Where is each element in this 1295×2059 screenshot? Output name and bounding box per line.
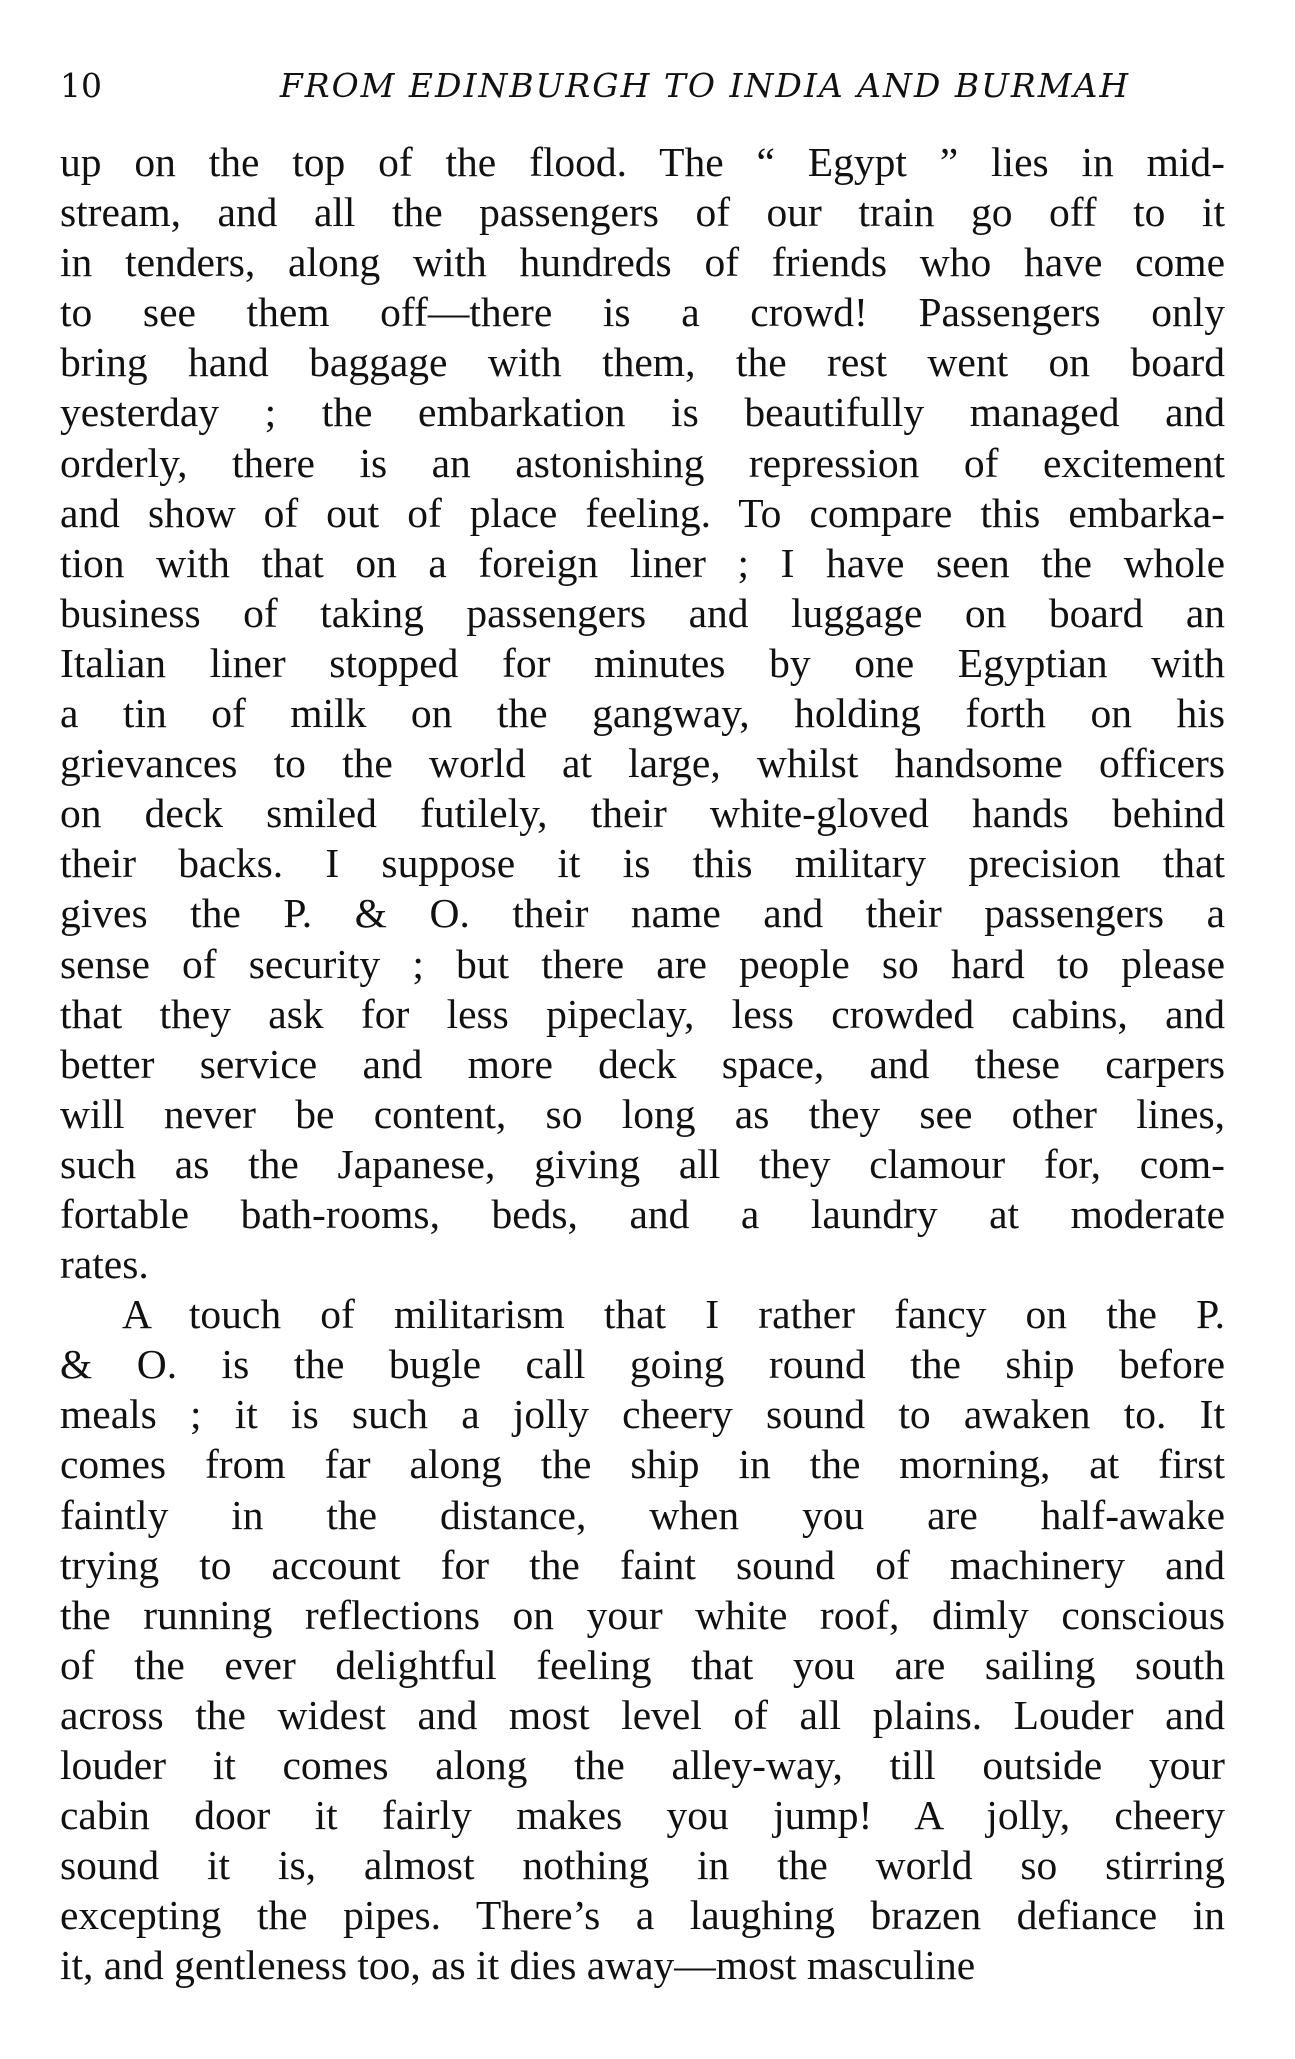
text-line: faintly in the distance, when you are half-awake: [60, 1491, 1225, 1538]
text-line: and show of out of place feeling. To compare this embarka-: [60, 489, 1225, 536]
text-line: business of taking passengers and luggage on board an: [60, 589, 1225, 636]
text-line: louder it comes along the alley-way, till outside your: [60, 1742, 1225, 1788]
text-line: it, and gentleness too, as it dies away—most masculine: [60, 1942, 976, 1989]
paragraph: [60, 1289, 1225, 1990]
body-text: [60, 137, 1225, 1990]
text-line: a tin of milk on the gangway, holding forth on his: [60, 690, 1225, 737]
paragraph: [60, 137, 1225, 1289]
text-line: cabin door it fairly makes you jump! A jolly, cheery: [60, 1792, 1225, 1839]
text-line: that they ask for less pipeclay, less crowded cabins, and: [60, 990, 1225, 1037]
text-line: rates.: [60, 1241, 149, 1288]
text-line: bring hand baggage with them, the rest went on board: [60, 339, 1225, 386]
text-line: their backs. I suppose it is this military precision that: [60, 840, 1225, 887]
text-line: gives the P. & O. their name and their passengers a: [60, 890, 1225, 937]
text-line: up on the top of the flood. The “ Egypt ” lies in mid-: [60, 139, 1225, 185]
text-line: & O. is the bugle call going round the ship before: [60, 1341, 1225, 1388]
page-header: [60, 56, 1230, 116]
text-line: yesterday ; the embarkation is beautifully managed and: [60, 389, 1225, 436]
text-line: grievances to the world at large, whilst handsome officers: [60, 740, 1225, 787]
text-line: sound it is, almost nothing in the world so stirring: [60, 1842, 1225, 1889]
text-line: excepting the pipes. There’s a laughing brazen defiance in: [60, 1892, 1225, 1939]
text-line: will never be content, so long as they see other lines,: [60, 1090, 1225, 1137]
text-line: Italian liner stopped for minutes by one Egyptian with: [60, 639, 1225, 686]
text-line: of the ever delightful feeling that you are sailing south: [60, 1641, 1225, 1688]
text-line: comes from far along the ship in the morning, at first: [60, 1441, 1225, 1488]
text-line: tion with that on a foreign liner ; I have seen the whole: [60, 539, 1225, 586]
text-line: sense of security ; but there are people so hard to please: [60, 940, 1225, 987]
text-line: the running reflections on your white roof, dimly conscious: [60, 1591, 1225, 1638]
text-line: better service and more deck space, and these carpers: [60, 1040, 1225, 1087]
text-line: trying to account for the faint sound of machinery and: [60, 1541, 1225, 1588]
text-line: across the widest and most level of all plains. Louder and: [60, 1691, 1225, 1738]
text-line: fortable bath-rooms, beds, and a laundry at moderate: [60, 1190, 1225, 1237]
text-line: in tenders, along with hundreds of friends who have come: [60, 239, 1225, 286]
page-number: 10: [60, 66, 102, 105]
text-line: on deck smiled futilely, their white-gloved hands behind: [60, 790, 1225, 837]
text-line: meals ; it is such a jolly cheery sound to awaken to. It: [60, 1391, 1225, 1438]
text-line: to see them off—there is a crowd! Passengers only: [60, 289, 1225, 336]
text-line: such as the Japanese, giving all they clamour for, com-: [60, 1140, 1225, 1187]
running-title: FROM EDINBURGH TO INDIA AND BURMAH: [279, 66, 1131, 105]
text-line: orderly, there is an astonishing repression of excitement: [60, 439, 1225, 486]
text-line: A touch of militarism that I rather fancy on the P.: [122, 1291, 1225, 1338]
text-line: stream, and all the passengers of our train go off to it: [60, 189, 1225, 236]
